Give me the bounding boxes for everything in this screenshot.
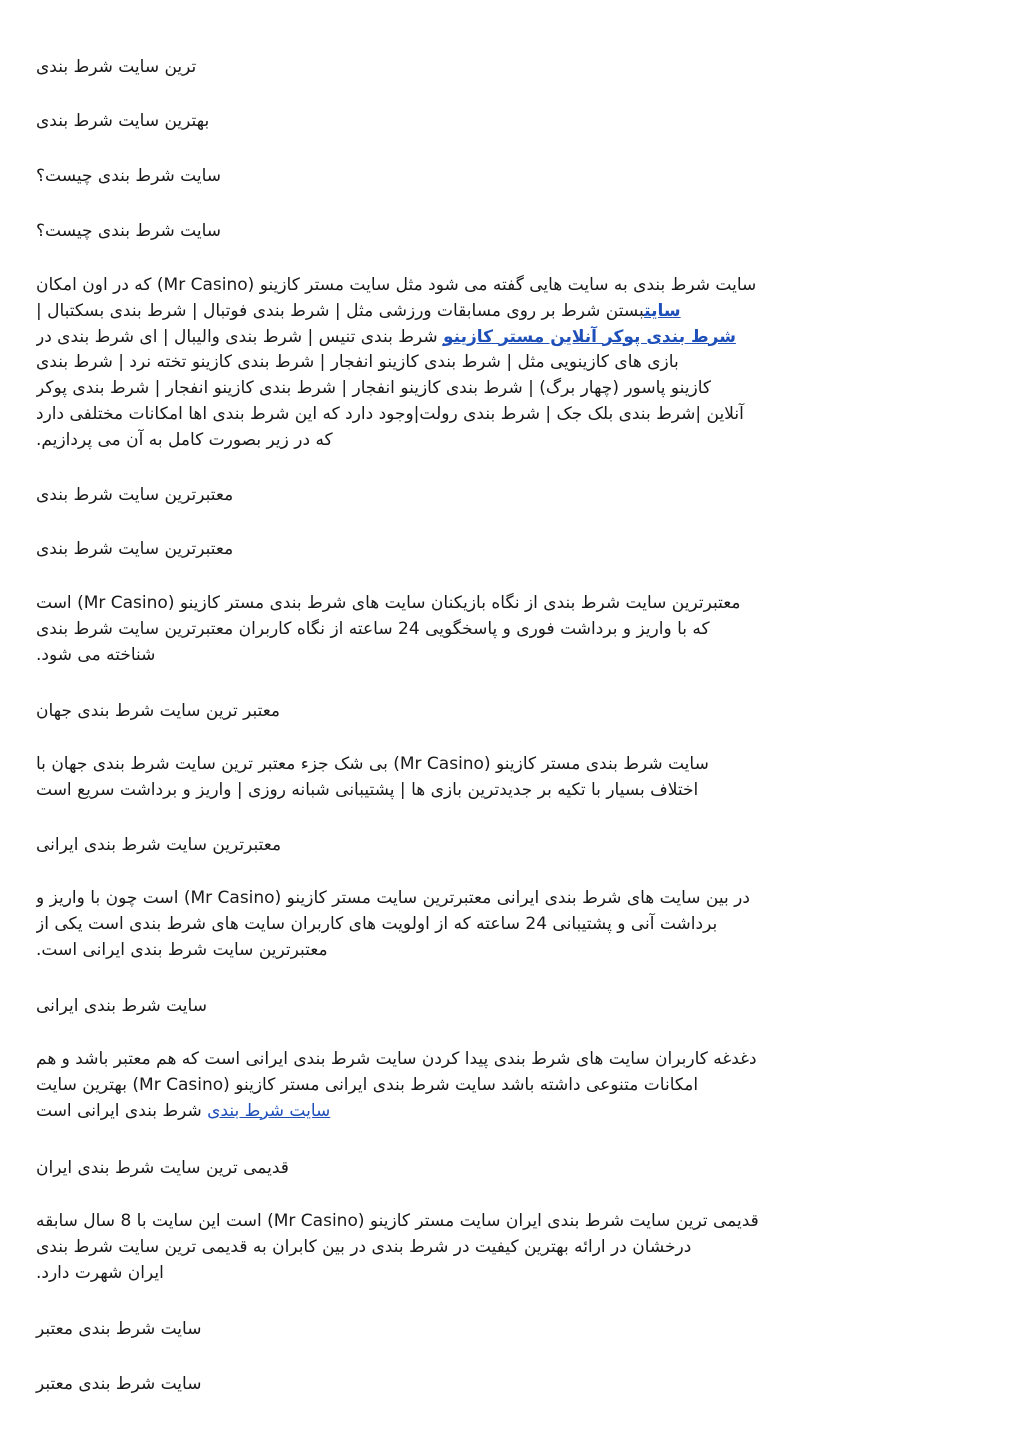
paragraph-line: معتبرترین سایت شرط بندی از نگاه بازیکنان سایت های شرط بندی مستر کازینو (Mr Casino) است [36,593,741,613]
paragraph-line: کازینو پاسور (چهار برگ) | شرط بندی کازینو انفجار | شرط بندی کازینو انفجار | شرط بندی پوکر [36,378,712,399]
paragraph-line: که در زیر بصورت کامل به آن می پردازیم. [36,429,333,450]
paragraph-line: قدیمی ترین سایت شرط بندی ایران سایت مستر کازینو (Mr Casino) است این سایت با 8 سال سابقه [36,1211,759,1231]
paragraph-iranian-site [36,1047,991,1124]
paragraph-intro [36,273,991,454]
paragraph-line: دغدغه کاربران سایت های شرط بندی پیدا کردن سایت شرط بندی ایرانی است که هم معتبر باشد و هم [36,1049,757,1069]
heading-iranian-site: سایت شرط بندی ایرانی [36,996,207,1016]
poker-casino-link[interactable]: شرط بندی پوکر آنلاین مستر کازینو [443,326,736,347]
paragraph-text: بستن شرط بر روی مسابقات ورزشی مثل | شرط بندی فوتبال | شرط بندی بسکتبال | [36,300,645,321]
heading-world-trusted: معتبر ترین سایت شرط بندی جهان [36,701,281,721]
paragraph-line: ایران شهرت دارد. [36,1262,164,1283]
paragraph-most-trusted [36,591,991,668]
paragraph-line: که با واریز و برداشت فوری و پاسخگویی 24 ساعته از نگاه کاربران معتبرترین سایت شرط بندی [36,618,710,639]
paragraph-line: برداشت آنی و پشتیبانی 24 ساعته که از اولویت های کاربران سایت های شرط بندی است یکی از [36,913,718,934]
paragraph-line: امکانات متنوعی داشته باشد سایت شرط بندی ایرانی مستر کازینو (Mr Casino) بهترین سایت [36,1074,699,1095]
heading-what-is-repeat: سایت شرط بندی چیست؟ [36,221,222,241]
heading-what-is: سایت شرط بندی چیست؟ [36,166,222,186]
paragraph-line: آنلاین |شرط بندی بلک جک | شرط بندی رولت|وجود دارد که این شرط بندی اها امکانات مختلفی دارد [36,403,744,424]
heading-most-trusted-repeat: معتبرترین سایت شرط بندی [36,539,234,559]
heading-best-site: بهترین سایت شرط بندی [36,111,210,131]
heading-most-trusted: معتبرترین سایت شرط بندی [36,485,234,505]
paragraph-text: شرط بندی تنیس | شرط بندی والیبال | ای شرط بندی در [36,326,443,347]
heading-trusted-site: سایت شرط بندی معتبر [36,1319,202,1339]
heading-trusted-site-repeat: سایت شرط بندی معتبر [36,1374,202,1394]
paragraph-line: شناخته می شود. [36,644,156,665]
paragraph-line [36,299,991,325]
paragraph-line [36,325,991,351]
heading-oldest-site: قدیمی ترین سایت شرط بندی ایران [36,1158,289,1178]
paragraph-text: شرط بندی ایرانی است [36,1100,208,1121]
paragraph-line: سایت شرط بندی به سایت هایی گفته می شود مثل سایت مستر کازینو (Mr Casino) که در اون امکان [36,275,757,295]
paragraph-world-trusted [36,752,991,804]
paragraph-line: درخشان در ارائه بهترین کیفیت در شرط بندی در بین کابران به قدیمی ترین سایت شرط بندی [36,1236,692,1257]
betting-site-link[interactable]: سایت شرط بندی [207,1100,331,1121]
heading-top-sites: ترین سایت شرط بندی [36,57,197,77]
paragraph-line: در بین سایت های شرط بندی ایرانی معتبرترین سایت مستر کازینو (Mr Casino) است چون با واریز و [36,888,750,908]
paragraph-line: اختلاف بسیار با تکیه بر جدیدترین بازی ها | پشتیبانی شبانه روزی | واریز و برداشت سریع است [36,779,699,800]
paragraph-line: معتبرترین سایت شرط بندی ایرانی است. [36,939,328,960]
paragraph-iranian-trusted [36,886,991,963]
paragraph-line: سایت شرط بندی مستر کازینو (Mr Casino) بی شک جزء معتبر ترین سایت شرط بندی جهان با [36,754,709,774]
paragraph-oldest-site [36,1209,991,1286]
paragraph-line: بازی های کازینویی مثل | شرط بندی کازینو انفجار | شرط بندی کازینو تخته نرد | شرط بندی [36,352,679,373]
paragraph-line [36,1099,991,1125]
heading-iranian-trusted: معتبرترین سایت شرط بندی ایرانی [36,835,282,855]
site-link[interactable]: سایت [644,300,681,321]
